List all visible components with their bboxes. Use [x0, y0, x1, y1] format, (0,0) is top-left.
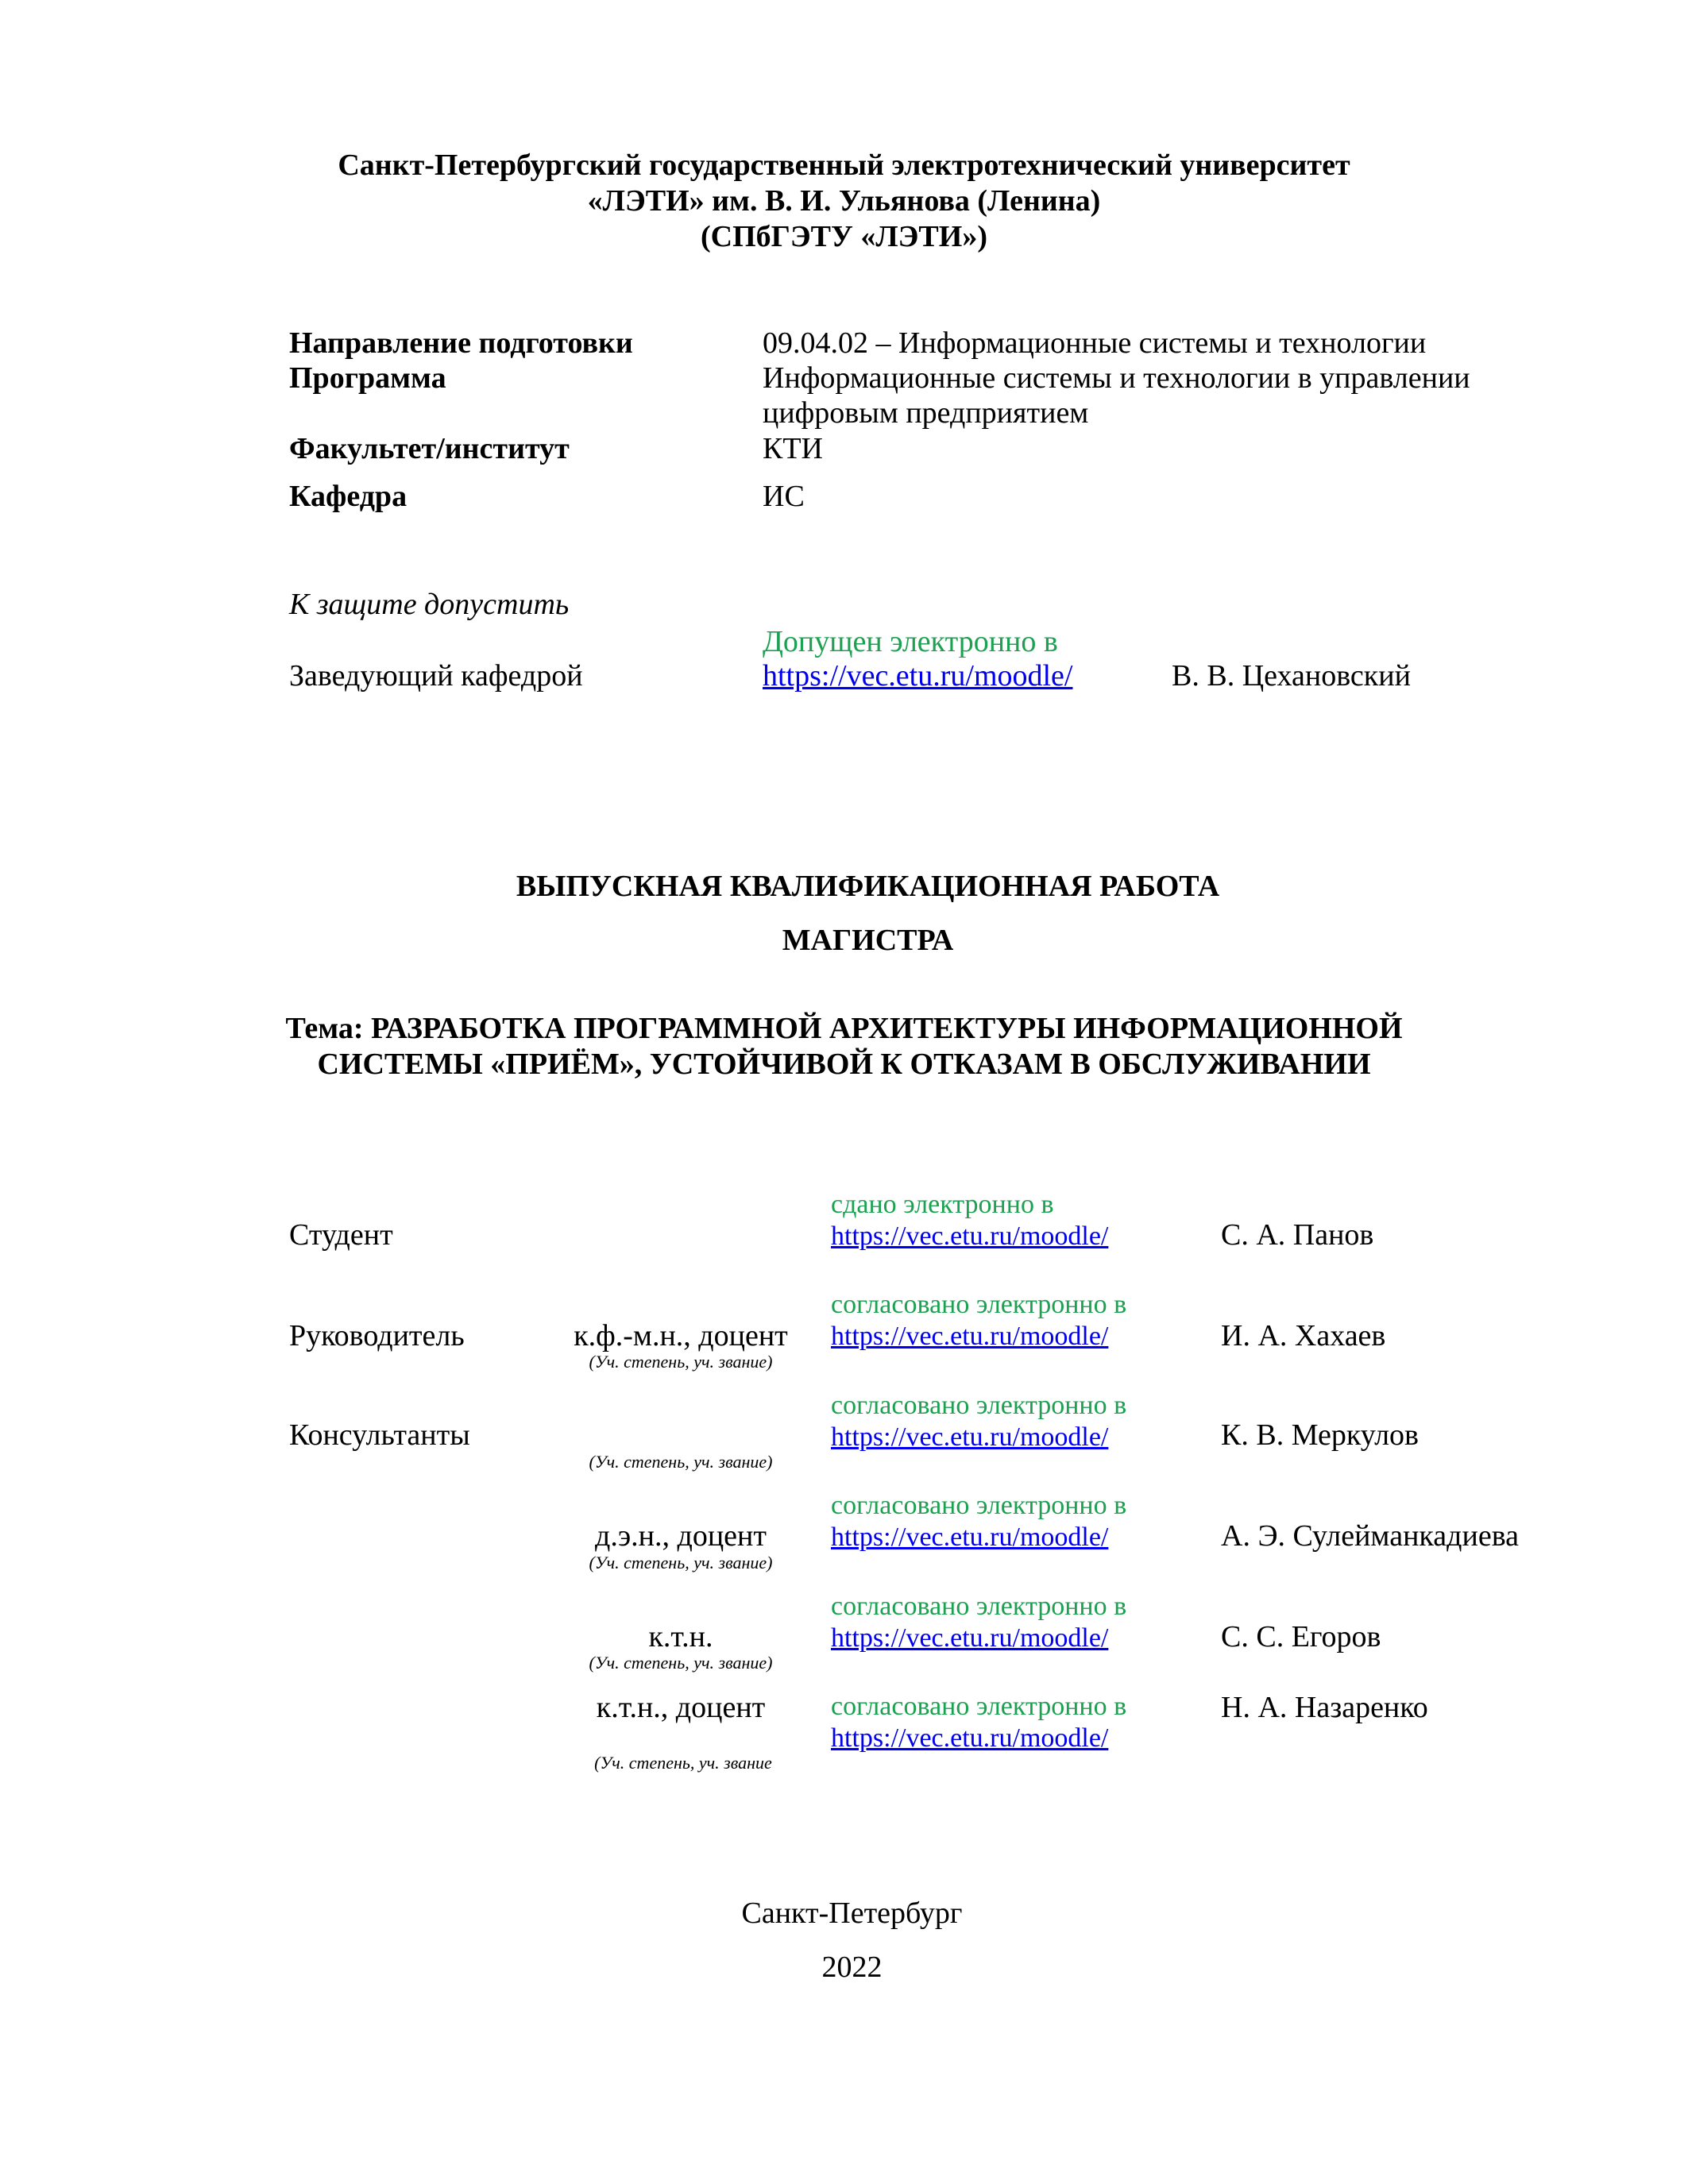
program-label: Программа [289, 361, 446, 395]
signature-role: Студент [289, 1218, 393, 1252]
signature-degree-hint: (Уч. степень, уч. звание) [589, 1553, 773, 1572]
signature-moodle-link[interactable]: https://vec.etu.ru/moodle/ [831, 1522, 1109, 1552]
admission-name: В. В. Цехановский [1172, 659, 1411, 693]
footer-year: 2022 [821, 1951, 883, 1984]
signature-name: С. С. Егоров [1221, 1620, 1381, 1653]
university-name: Санкт-Петербургский государственный электротехнический университет [338, 149, 1350, 182]
signature-moodle-link[interactable]: https://vec.etu.ru/moodle/ [831, 1723, 1109, 1753]
signature-moodle-link[interactable]: https://vec.etu.ru/moodle/ [831, 1221, 1109, 1251]
admission-heading: К защите допустить [289, 588, 570, 621]
department-value: ИС [763, 480, 805, 513]
signature-degree: к.т.н., доцент [596, 1691, 766, 1724]
signature-degree-hint: (Уч. степень, уч. звание) [589, 1452, 773, 1472]
work-type: ВЫПУСКНАЯ КВАЛИФИКАЦИОННАЯ РАБОТА [516, 870, 1220, 903]
signature-degree: к.т.н. [648, 1620, 713, 1653]
program-value-cont: цифровым предприятием [763, 396, 1089, 430]
direction-label: Направление подготовки [289, 326, 633, 360]
university-abbrev: (СПбГЭТУ «ЛЭТИ») [701, 220, 987, 253]
work-topic: Тема: РАЗРАБОТКА ПРОГРАММНОЙ АРХИТЕКТУРЫ ИНФОРМАЦИОННОЙ [285, 1012, 1403, 1045]
signature-status: согласовано электронно в [831, 1692, 1127, 1721]
admission-status: Допущен электронно в [763, 625, 1058, 658]
signature-degree: д.э.н., доцент [595, 1519, 767, 1553]
signature-degree: к.ф.-м.н., доцент [574, 1319, 788, 1352]
signature-name: Н. А. Назаренко [1221, 1691, 1428, 1724]
direction-value: 09.04.02 – Информационные системы и технологии [763, 326, 1427, 360]
footer-city: Санкт-Петербург [741, 1897, 963, 1930]
work-topic-cont: СИСТЕМЫ «ПРИЁМ», УСТОЙЧИВОЙ К ОТКАЗАМ В ОБСЛУЖИВАНИИ [317, 1048, 1371, 1081]
signature-status: согласовано электронно в [831, 1592, 1127, 1621]
faculty-label: Факультет/институт [289, 432, 570, 465]
signature-name: А. Э. Сулейманкадиева [1221, 1519, 1520, 1553]
signature-degree-hint: (Уч. степень, уч. звание [594, 1753, 772, 1773]
signature-status: согласовано электронно в [831, 1290, 1127, 1319]
signature-status: согласовано электронно в [831, 1491, 1127, 1520]
signature-name: С. А. Панов [1221, 1218, 1374, 1252]
program-value: Информационные системы и технологии в управлении [763, 361, 1470, 395]
signature-role: Консультанты [289, 1418, 470, 1452]
signature-degree-hint: (Уч. степень, уч. звание) [589, 1352, 773, 1372]
signature-role: Руководитель [289, 1319, 465, 1352]
signature-name: К. В. Меркулов [1221, 1418, 1420, 1452]
faculty-value: КТИ [763, 432, 823, 465]
admission-role: Заведующий кафедрой [289, 659, 583, 693]
signature-moodle-link[interactable]: https://vec.etu.ru/moodle/ [831, 1623, 1109, 1653]
signature-moodle-link[interactable]: https://vec.etu.ru/moodle/ [831, 1322, 1109, 1351]
signature-status: сдано электронно в [831, 1190, 1054, 1219]
signature-degree-hint: (Уч. степень, уч. звание) [589, 1653, 773, 1673]
department-label: Кафедра [289, 480, 408, 513]
admission-moodle-link[interactable]: https://vec.etu.ru/moodle/ [763, 659, 1073, 693]
university-name-line2: «ЛЭТИ» им. В. И. Ульянова (Ленина) [587, 184, 1101, 218]
signature-name: И. А. Хахаев [1221, 1319, 1386, 1352]
work-type-degree: МАГИСТРА [782, 924, 954, 957]
signature-status: согласовано электронно в [831, 1391, 1127, 1420]
signature-moodle-link[interactable]: https://vec.etu.ru/moodle/ [831, 1422, 1109, 1452]
